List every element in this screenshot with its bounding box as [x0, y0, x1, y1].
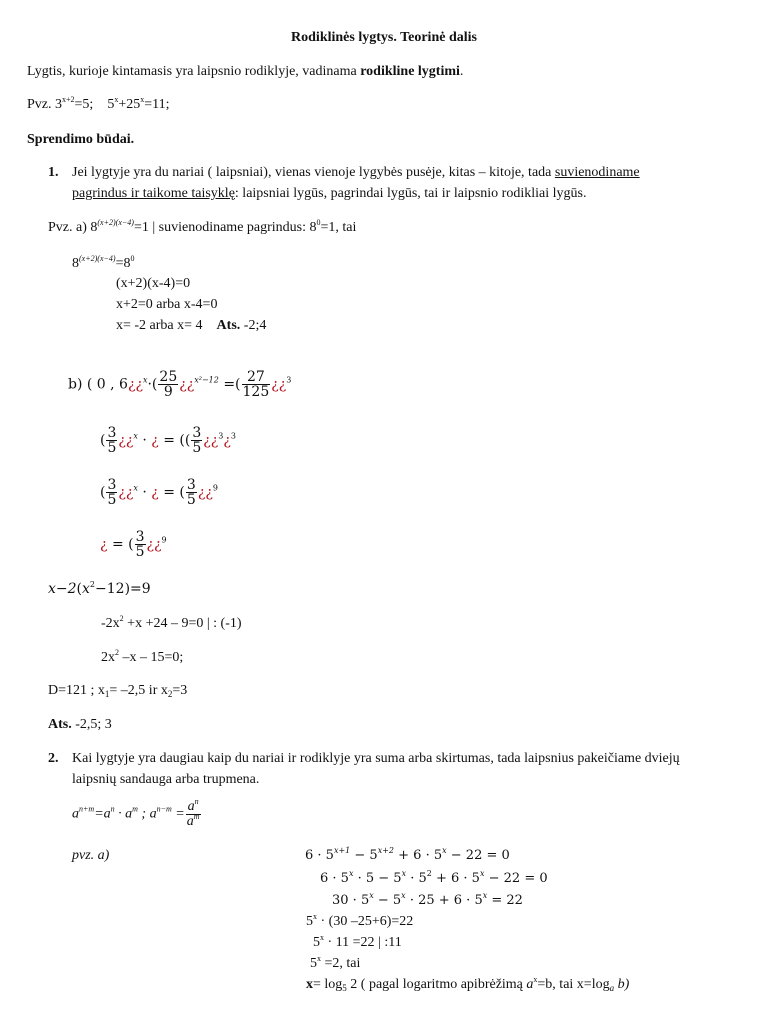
ex-b-l2-sup3: 3: [218, 431, 224, 441]
ex-b-exp-x2: x²−12: [194, 375, 219, 385]
ex2a-l2-e3: 2: [426, 869, 432, 878]
ex-b-l4-frac: [135, 530, 146, 559]
d-s2: 2: [167, 689, 173, 699]
methods-heading: Sprendimo būdai.: [27, 132, 135, 147]
ex-b-frac2-den: 125: [242, 384, 270, 400]
ex-b-l2-mid: ·: [137, 432, 152, 449]
example-b-line3: [100, 478, 218, 507]
f-a: a: [72, 806, 79, 822]
discriminant-line: [48, 684, 187, 698]
f-sep: ; a: [137, 806, 157, 822]
ex-b-l3-mid: ·: [137, 484, 152, 501]
ex-b-l3-frac-den: 5: [107, 492, 117, 508]
ex2-mid: +25: [118, 97, 141, 112]
f-frac-den-m: m: [193, 812, 200, 821]
f-nmm: n−m: [156, 804, 172, 814]
item1-line1: [72, 166, 640, 180]
f-frac-den: [186, 812, 201, 829]
ex2a-l1-e2: x+2: [377, 846, 395, 855]
ex-b-l4-q2: ¿¿: [146, 536, 162, 553]
example-a-line: [48, 218, 357, 235]
ex-b-frac1-den: 9: [163, 384, 173, 400]
ex2a-l7-d: b): [614, 977, 630, 992]
ex-b-q3: ¿¿: [271, 376, 287, 393]
ex2a-l1-c: + 6 · 5: [394, 848, 443, 863]
ex-a-answer-value: -2;4: [240, 318, 267, 333]
ex2a-l2-b: · 5 − 5: [353, 871, 402, 886]
ex2a-l2-e1: x: [348, 869, 354, 878]
ex2a-line2: [320, 869, 548, 886]
ex2a-l1-a: 6 · 5: [305, 848, 334, 863]
ex2a-l3-e1: x: [369, 891, 374, 900]
ex2a-l3-e3: x: [482, 891, 488, 900]
ex-b-exp3: 3: [286, 375, 292, 385]
ex-b-l2-eq: = ((: [158, 432, 191, 449]
ex-b-l3-q1: ¿: [151, 484, 159, 501]
d-a: D=121 ; x: [48, 683, 105, 698]
ex2a-l4-e: x: [313, 912, 317, 921]
ex-b-l3-frac2-den: 5: [186, 492, 196, 508]
ex-b-l3-open: (: [100, 484, 106, 501]
ex2a-l6-e: x: [317, 954, 321, 963]
ex2a-l6-b: =2, tai: [321, 956, 361, 971]
ex2a-l3-c: · 25 + 6 · 5: [405, 893, 483, 908]
ex2a-l3-e2: x: [401, 891, 406, 900]
ex-b-l2-frac2-den: 5: [192, 440, 202, 456]
f-frac: [186, 797, 201, 829]
ex-b-l3-frac2: [186, 478, 197, 507]
page-title: Rodiklinės lygtys. Teorinė dalis: [291, 30, 477, 45]
ex2a-l1-e1: x+1: [333, 846, 351, 855]
ex-b-l2-frac2-num: 3: [192, 425, 202, 441]
ex-b-frac1: [158, 370, 178, 399]
ex-a-mid: =1 | suvienodiname pagrindus: 8: [133, 220, 317, 235]
item1-rule: pagrindus ir taikome taisyklę: [72, 186, 235, 201]
ex2a-l7-label: x: [306, 977, 313, 992]
ex2a-l7-s: 5: [342, 983, 347, 993]
ex-b-l3-sup9: 9: [212, 483, 218, 493]
example-a-step3: [116, 319, 266, 333]
intro-examples: [27, 95, 170, 112]
ex-b-l2-frac: [106, 426, 117, 455]
ex-exp: x+2: [62, 95, 75, 104]
ex2a-l7-x: x: [533, 975, 538, 984]
ex-b-l2-q2: ¿¿: [203, 432, 219, 449]
qs2-sq: 2: [115, 648, 119, 657]
qs2-a: 2x: [101, 650, 115, 665]
ex2a-l7-a: = log: [313, 977, 343, 992]
example-b-line1: [68, 370, 291, 399]
d-c: =3: [172, 683, 188, 698]
ex-label: Pvz. 3: [27, 97, 62, 112]
ex2a-l3-d: = 22: [487, 893, 523, 908]
ex-b-l4-eq: = (: [107, 536, 134, 553]
item2-line1: Kai lygtyje yra daugiau kaip du nariai ir rodiklyje yra suma arba skirtumas, tada laipsnius pakeičiame dviejų: [72, 751, 680, 766]
intro-end: .: [459, 64, 464, 79]
eq-rest: −12: [95, 581, 125, 597]
qs2-b: –x – 15=0;: [119, 650, 184, 665]
example-b-line2: [100, 426, 236, 455]
ex-b-l2-frac-num: 3: [107, 425, 117, 441]
ex-a-exp: (x+2)(x−4): [97, 218, 134, 227]
ex-b-l2-frac2: [191, 426, 202, 455]
ex2a-l2-f: − 22 = 0: [484, 871, 548, 886]
ex-a-exp2: 0: [316, 218, 321, 227]
intro-term: rodikline lygtimi: [360, 64, 460, 79]
ex-b-l3-frac2-num: 3: [186, 477, 196, 493]
f-frac-num-n: n: [194, 797, 199, 806]
ex-b-l2-q3: ¿: [223, 432, 231, 449]
ex2a-l1-d: − 22 = 0: [446, 848, 510, 863]
d-s1: 1: [104, 689, 110, 699]
ex-b-l3-frac: [106, 478, 117, 507]
ex-a-base: 8: [72, 256, 79, 271]
ex2a-l2-e4: x: [479, 869, 485, 878]
ex-b-l4-sup9: 9: [161, 535, 167, 545]
qs1-b: +x +24 – 9=0 | : (-1): [123, 616, 242, 631]
f-m: m: [132, 804, 138, 814]
ex2a-l1-b: − 5: [350, 848, 378, 863]
ex-b-prefix: b) ( 0 , 6: [68, 376, 128, 393]
ex-b-eq: =(: [223, 376, 241, 393]
ex-a-line2-exp: (x+2)(x−4): [79, 254, 116, 263]
eq-sq: 2: [89, 580, 96, 589]
item2-line2: laipsnių sandauga arba trupmena.: [72, 772, 260, 787]
eq-close: )=9: [124, 581, 151, 597]
example-a-equation: [72, 254, 135, 271]
ex-a-answer-label: Ats.: [216, 318, 241, 333]
ex-a-line2-exp2: 0: [130, 254, 135, 263]
formula-line: [72, 797, 202, 829]
ex-b-frac1-num: 25: [159, 369, 178, 385]
ex-b-l4-q: ¿: [100, 536, 108, 553]
item1-rule-text: : laipsniai lygūs, pagrindai lygūs, tai ir laipsnio rodikliai lygūs.: [234, 186, 587, 201]
example-b-answer: [48, 718, 112, 732]
ex2-base: 5: [107, 97, 115, 112]
ex2a-l3-a: 30 · 5: [332, 893, 370, 908]
ex2a-line5: [313, 933, 402, 950]
ex-a-prefix: Pvz. a) 8: [48, 220, 98, 235]
item1-underlined: suvienodiname: [554, 165, 640, 180]
ex-b-frac2-num: 27: [242, 370, 271, 385]
ex2a-l4-a: 5: [306, 914, 313, 929]
intro-text: Lygtis, kurioje kintamasis yra laipsnio rodiklyje, vadinama: [27, 64, 361, 79]
ex2a-l5-b: · 11 =22 | :11: [324, 935, 402, 950]
ex2a-l1-e3: x: [442, 846, 447, 855]
ex-b-l4-frac-den: 5: [135, 544, 145, 560]
qs1-sq: 2: [119, 614, 124, 623]
ex2a-line1: [305, 846, 510, 863]
ex-b-l2-x: x: [133, 431, 138, 441]
ex2a-l7-sa: a: [609, 983, 615, 993]
ex2a-l5-e: x: [320, 933, 324, 942]
ex2a-l5-a: 5: [313, 935, 320, 950]
example-a-step1: (x+2)(x-4)=0: [116, 276, 191, 291]
ex-b-l2-frac-den: 5: [107, 440, 117, 456]
f-nm: n+m: [79, 804, 95, 814]
ex2a-l2-a: 6 · 5: [320, 871, 349, 886]
quadratic-step2: [101, 648, 184, 665]
ex-b-q1: ¿¿: [127, 376, 143, 393]
ex2a-l2-d: + 6 · 5: [431, 871, 480, 886]
ex2a-line4: [306, 912, 414, 929]
ex2-rest: =11;: [144, 97, 170, 112]
example-b-line4: [100, 530, 167, 559]
ex-a-line2-mid: =8: [115, 256, 131, 271]
ex2a-l7-c: =b, tai x=log: [537, 977, 610, 992]
intro-paragraph: [27, 65, 463, 79]
qs1-a: -2x: [101, 616, 120, 631]
ex-b-l3-x: x: [133, 483, 138, 493]
example-a-step2: x+2=0 arba x-4=0: [116, 297, 218, 312]
ex-b-l3-eq: = (: [158, 484, 185, 501]
ex-b-l2-q1: ¿: [151, 432, 159, 449]
eq-paren: (: [76, 581, 83, 597]
ex2a-l3-b: − 5: [373, 893, 402, 908]
ex-b-l3-frac-num: 3: [107, 477, 117, 493]
quadratic-step1: [101, 614, 242, 631]
ex-b-l2-q: ¿¿: [118, 432, 134, 449]
ex2a-line7: [306, 975, 630, 993]
exponent-equation: [48, 582, 151, 596]
ex-b-dot: ·(: [147, 376, 158, 393]
ex2a-l2-e2: x: [401, 869, 407, 878]
eq-text: x−2: [48, 581, 77, 597]
ex2a-line3: [332, 891, 523, 908]
item1-text: Jei lygtyje yra du nariai ( laipsniai), vienas vienoje lygybės pusėje, kitas – kitoje, tada: [72, 165, 555, 180]
ex2a-l7-a2: a: [526, 977, 534, 992]
eq-x2: x: [82, 581, 90, 597]
ex-b-answer-label: Ats.: [48, 717, 72, 732]
ex2-exp2: x: [140, 95, 145, 104]
f-dot: · a: [114, 806, 133, 822]
ex2a-l2-c: · 5: [406, 871, 427, 886]
ex2a-line6: [310, 954, 361, 971]
ex-rest: =5;: [74, 97, 94, 112]
f-frac-den-a: a: [186, 814, 194, 829]
d-b: = –2,5 ir x: [109, 683, 168, 698]
ex-b-l3-q: ¿¿: [118, 484, 134, 501]
ex2-exp: x: [114, 95, 119, 104]
f-eq2: =: [171, 806, 185, 822]
ex-a-end: =1, tai: [320, 220, 357, 235]
ex-b-l2-open: (: [100, 432, 106, 449]
ex-b-l2-sup3b: 3: [230, 431, 236, 441]
ex2a-l4-b: · (30 –25+6)=22: [317, 914, 414, 929]
ex-b-l4-frac-num: 3: [135, 529, 145, 545]
ex-b-frac2: [242, 370, 271, 399]
f-eq: =a: [94, 806, 111, 822]
ex2a-label: pvz. a): [72, 848, 110, 863]
f-n: n: [110, 804, 115, 814]
ex-b-q2: ¿¿: [179, 376, 195, 393]
f-frac-num-a: a: [187, 799, 195, 814]
ex-b-l3-q2: ¿¿: [197, 484, 213, 501]
item2-number: 2.: [48, 751, 59, 766]
item1-number: 1.: [48, 165, 59, 180]
ex-b-answer-value: -2,5; 3: [71, 717, 112, 732]
item1-line2: [72, 187, 586, 201]
ex2a-l7-b: 2 ( pagal logaritmo apibrėžimą: [346, 977, 527, 992]
ex2a-l6-a: 5: [310, 956, 317, 971]
ex-a-step3-text: x= -2 arba x= 4: [116, 318, 203, 333]
ex-b-x: x: [142, 375, 148, 385]
